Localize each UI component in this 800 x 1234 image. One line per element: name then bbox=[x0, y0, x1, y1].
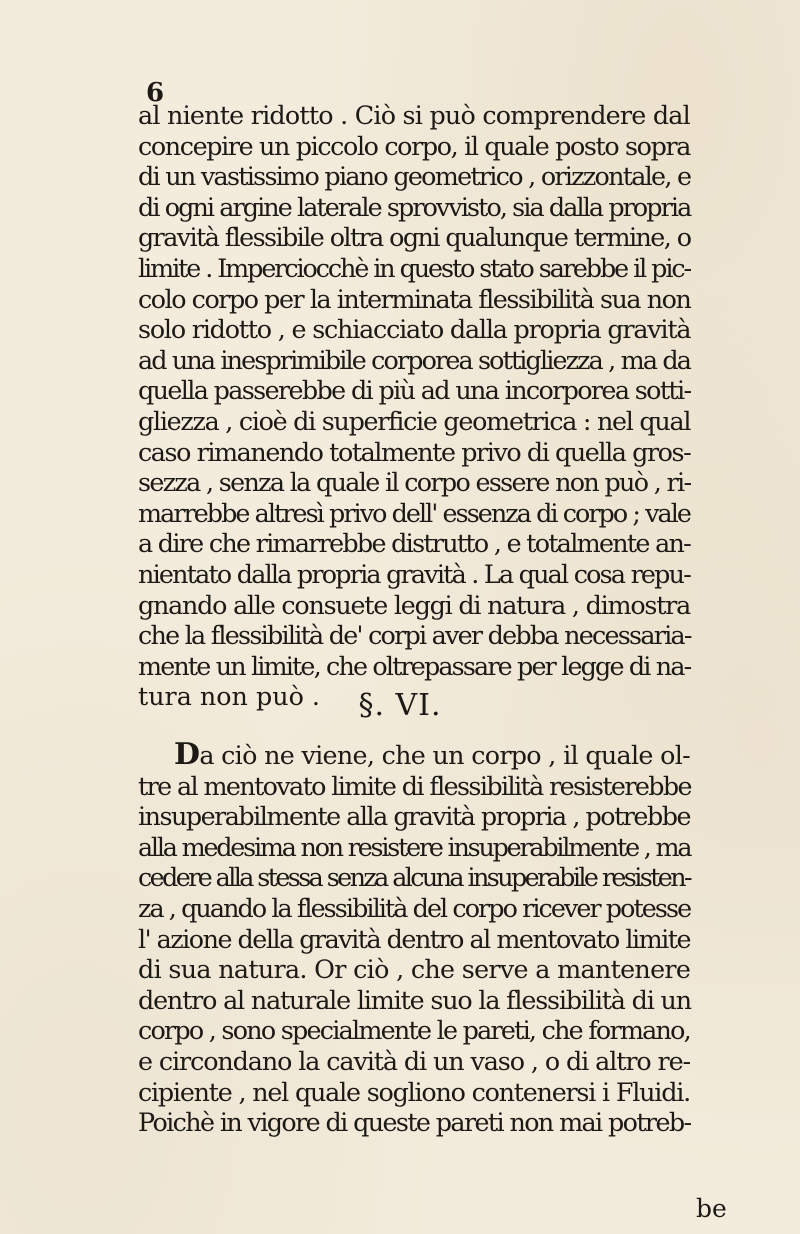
text-line: marrebbe altresì privo dell' essenza di corpo ; vale bbox=[138, 497, 690, 528]
text-line: di un vastissimo piano geometrico , orizzontale, e bbox=[138, 161, 691, 192]
text-line: ad una inesprimibile corporea sottigliezza , ma da bbox=[138, 344, 690, 375]
text-line: tre al mentovato limite di flessibilità resisterebbe bbox=[138, 770, 691, 801]
text-line: Poichè in vigore di queste pareti non mai potreb- bbox=[138, 1107, 691, 1138]
text-line: al niente ridotto . Ciò si può comprendere dal bbox=[138, 100, 690, 130]
text-line: a dire che rimarrebbe distrutto , e totalmente an- bbox=[138, 528, 690, 559]
text-line: quella passerebbe di più ad una incorporea sotti- bbox=[138, 375, 691, 406]
text-line: limite . Imperciocchè in questo stato sarebbe il pic- bbox=[138, 252, 691, 283]
page-number: 6 bbox=[146, 78, 165, 108]
text-line: gnando alle consuete leggi di natura , dimostra bbox=[138, 589, 690, 620]
text-line: concepire un piccolo corpo, il quale posto sopra bbox=[138, 130, 690, 161]
text-line: di sua natura. Or ciò , che serve a mantenere bbox=[138, 954, 691, 985]
text-line: nientato dalla propria gravità . La qual cosa repu- bbox=[138, 558, 690, 589]
paragraph-1 bbox=[138, 100, 690, 712]
text-line: insuperabilmente alla gravità propria , potrebbe bbox=[138, 801, 690, 832]
text-line: cedere alla stessa senza alcuna insuperabile resisten- bbox=[138, 862, 690, 893]
text-line: mente un limite, che oltrepassare per legge di na- bbox=[138, 650, 691, 681]
text-line: alla medesima non resistere insuperabilmente , ma bbox=[138, 831, 691, 862]
text-line: dentro al naturale limite suo la flessibilità di un bbox=[138, 984, 691, 1015]
text-line: e circondano la cavità di un vaso , o di altro re- bbox=[138, 1045, 690, 1076]
text-line: cipiente , nel quale sogliono contenersi i Fluidi. bbox=[138, 1076, 690, 1107]
text-line: sezza , senza la quale il corpo essere non può , ri- bbox=[138, 467, 691, 498]
text-line: caso rimanendo totalmente privo di quella gros- bbox=[138, 436, 691, 467]
text-line: colo corpo per la interminata flessibilità sua non bbox=[138, 283, 691, 314]
text-line: gravità flessibile oltra ogni qualunque termine, o bbox=[138, 222, 691, 253]
text-line: l' azione della gravità dentro al mentovato limite bbox=[138, 923, 690, 954]
text-line: Da ciò ne viene, che un corpo , il quale ol- bbox=[174, 737, 690, 772]
text-line: che la flessibilità de' corpi aver debba necessaria- bbox=[138, 620, 691, 651]
text-line: solo ridotto , e schiacciato dalla propria gravità bbox=[138, 314, 691, 345]
text-line: di ogni argine laterale sprovvisto, sia dalla propria bbox=[138, 191, 691, 222]
text-line: tura non può . bbox=[138, 681, 320, 712]
paragraph-2 bbox=[138, 737, 691, 1138]
text-line: gliezza , cioè di superficie geometrica : nel qual bbox=[138, 405, 691, 436]
section-heading: §. VI. bbox=[358, 688, 442, 723]
text-line: corpo , sono specialmente le pareti, che formano, bbox=[138, 1015, 690, 1046]
catchword: be bbox=[696, 1194, 727, 1223]
text-line: za , quando la flessibilità del corpo ricever potesse bbox=[138, 892, 691, 923]
